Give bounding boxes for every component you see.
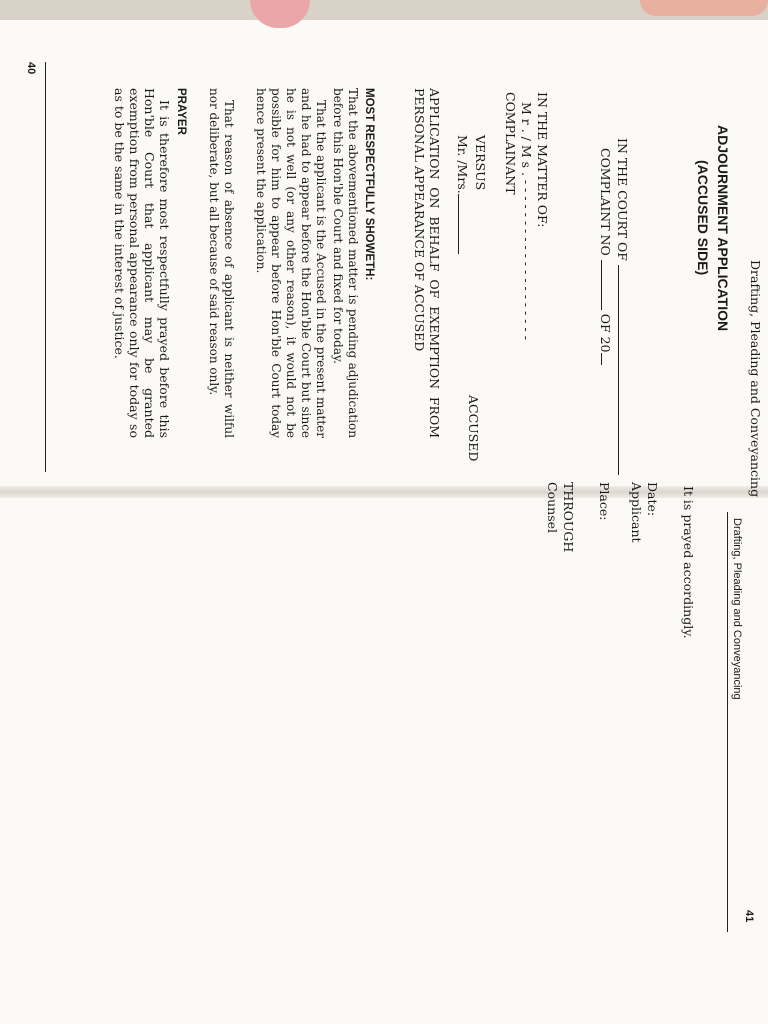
header-rule-right (727, 512, 728, 932)
paragraph-3: That reason of absence of applicant is neither wilful nor deliberate, but all because of said reason only. (207, 88, 236, 438)
application-heading: APPLICATION ON BEHALF OF EXEMPTION FROM PERSONAL APPEARANCE OF ACCUSED (412, 88, 442, 438)
document-title: ADJOURNMENT APPLICATION (715, 125, 731, 332)
matter-label: IN THE MATTER OF: (535, 92, 550, 228)
place-label: Place: (597, 482, 612, 521)
date-label: Date: (645, 482, 660, 517)
running-header-right: Drafting, Pleading and Conveyancing (731, 518, 743, 700)
running-header-left: Drafting, Pleading and Conveyancing (748, 260, 763, 498)
complainant-label: COMPLAINANT (503, 92, 518, 195)
header-rule-left (45, 62, 46, 472)
prayer-text: It is therefore most respectfully prayed before this Hon'ble Court that applicant may be granted exemption from personal appearance only for today so as to be the same in the interest of justice. (112, 88, 172, 438)
page-number-right: 41 (743, 910, 755, 923)
versus-label: VERSUS (473, 135, 488, 191)
paragraph-1: That the abovementioned matter is pending adjudication before this Hon'ble Court and fixed for today. (331, 88, 360, 438)
prayer-heading: PRAYER (175, 88, 187, 135)
court-line: IN THE COURT OF (615, 138, 630, 475)
page-number-left: 40 (25, 62, 37, 75)
counsel-label: Counsel (545, 482, 560, 534)
accused-label: ACCUSED (466, 395, 481, 462)
applicant-label: Applicant (629, 482, 644, 543)
showeth-heading: MOST RESPECTFULLY SHOWETH: (363, 88, 375, 281)
prayed-accordingly: It is prayed accordingly. (681, 486, 696, 639)
complaint-line: COMPLAINT NO OF 20 (598, 148, 613, 365)
paragraph-2: That the applicant is the Accused in the present matter and he had to appear before the Hon'ble Court but since he is not well (or any other reason), it would not be possible for him to appear before Hon'ble Court today hence present the application. (254, 88, 328, 438)
document-subtitle: (ACCUSED SIDE) (695, 160, 711, 276)
complainant-name: M r . / M s . - - - - - - - - - - - - - - - - - - - - (519, 102, 534, 340)
accused-name: Mr. /Mrs. (455, 135, 470, 254)
through-label: THROUGH (561, 482, 576, 553)
